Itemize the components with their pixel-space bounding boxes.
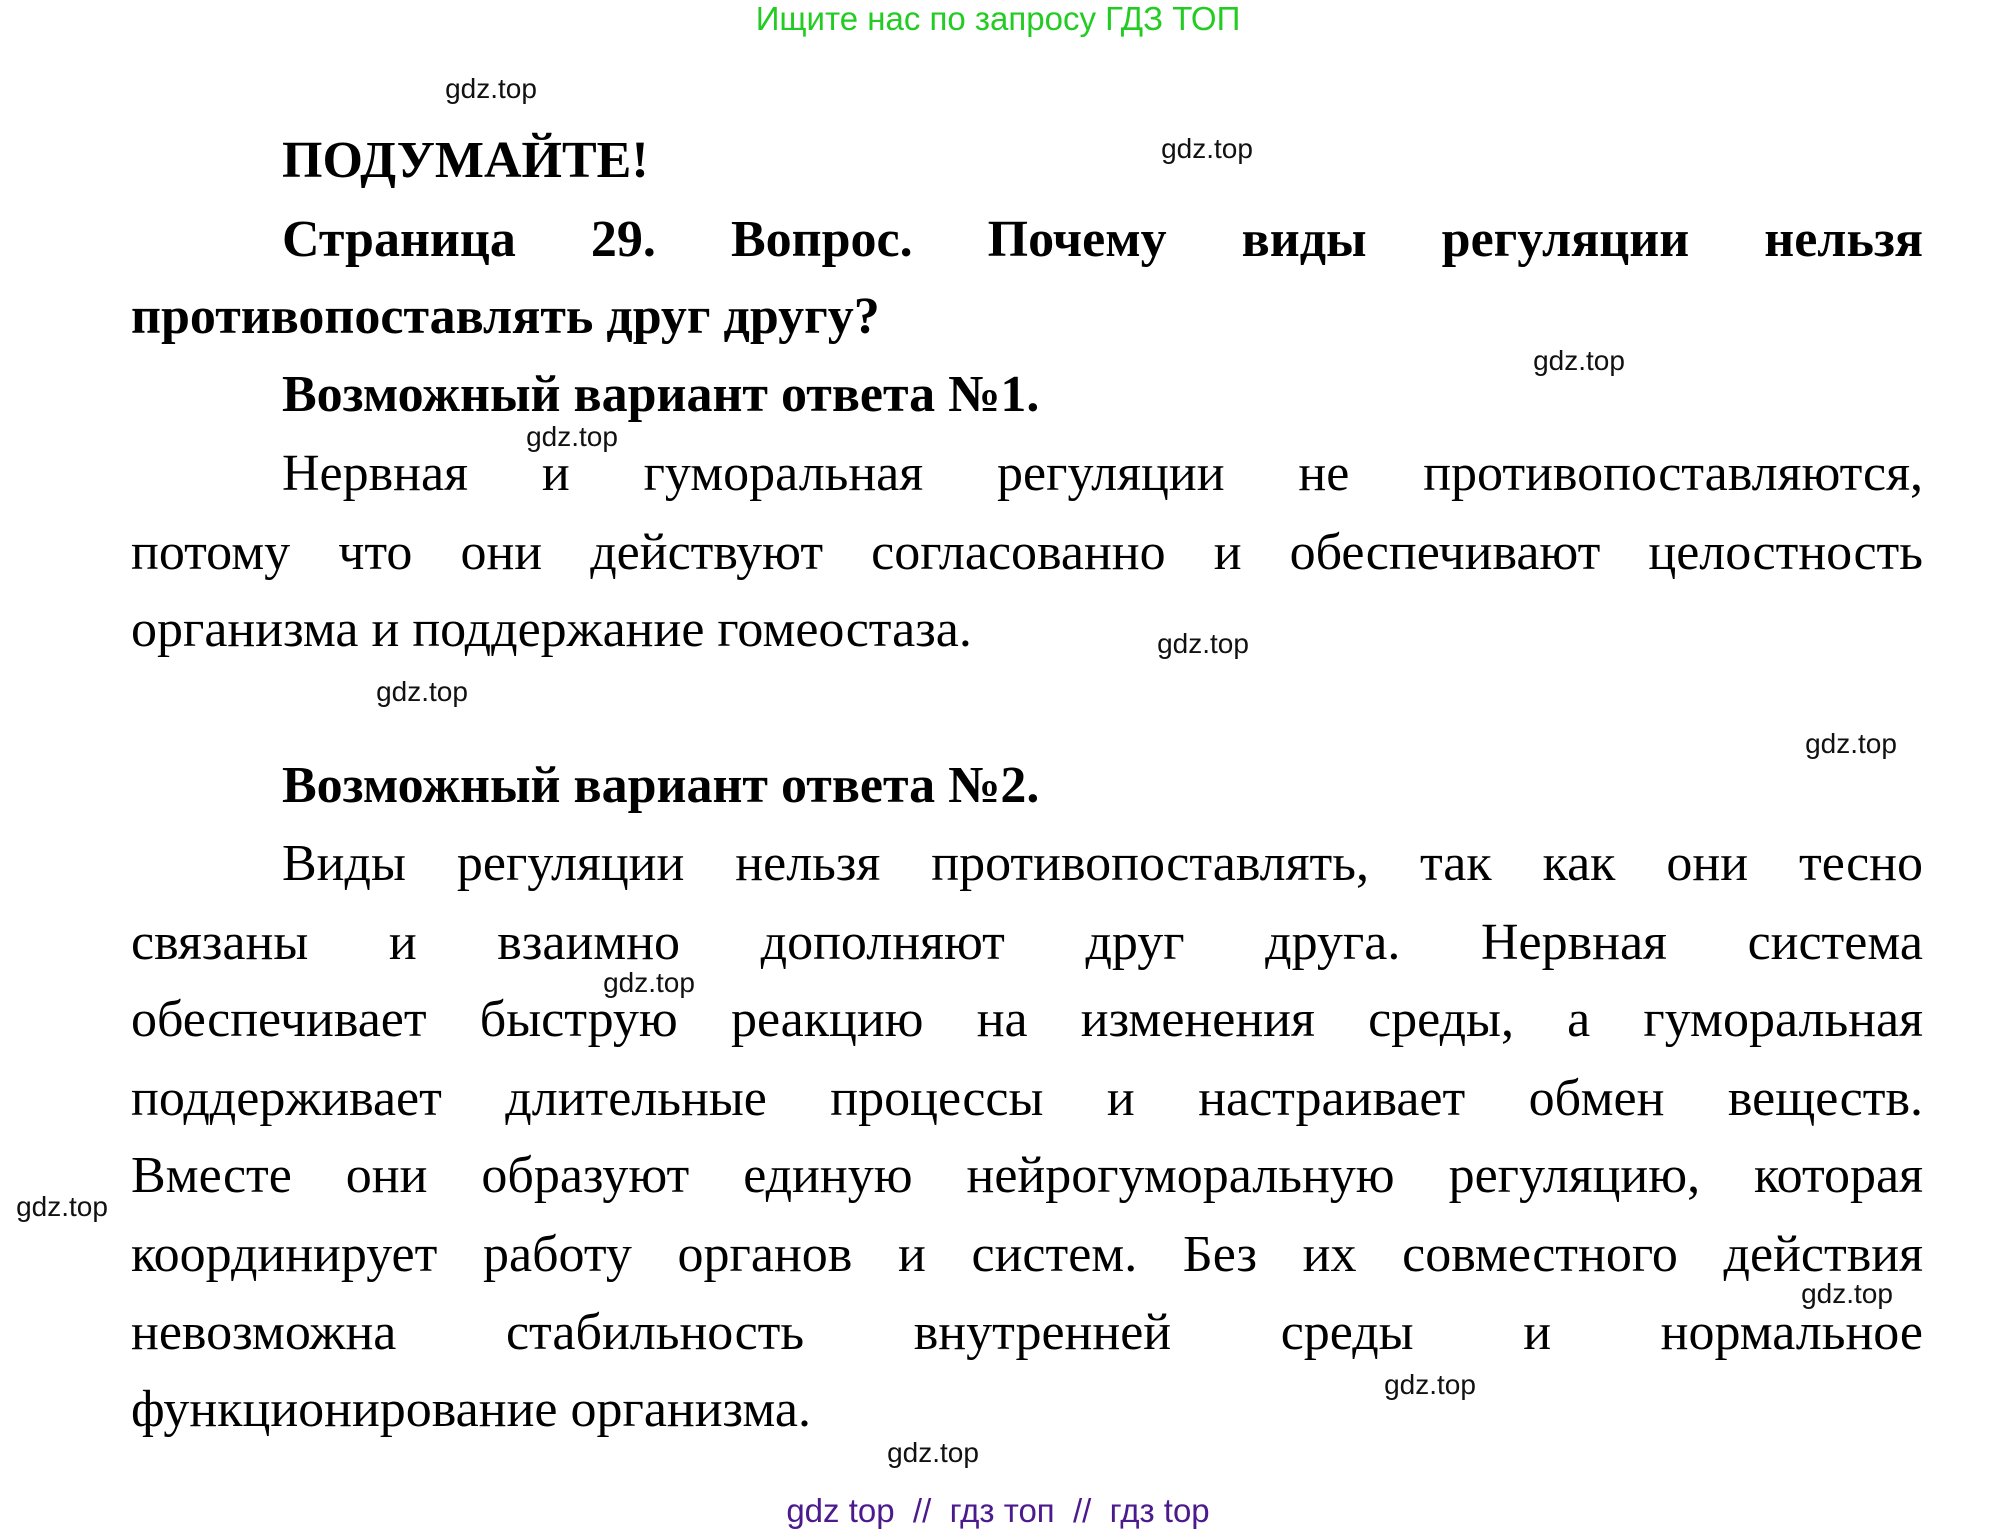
watermark: gdz.top bbox=[526, 421, 618, 452]
watermark: gdz.top bbox=[376, 676, 468, 707]
watermark: gdz.top bbox=[1384, 1369, 1476, 1400]
question-line-2: противопоставлять друг другу? bbox=[131, 288, 880, 345]
answer2-line: координирует работу органов и систем. Без их совместного действия bbox=[131, 1226, 1923, 1283]
watermark: gdz.top bbox=[1805, 728, 1897, 759]
answer1-line: Нервная и гуморальная регуляции не противопоставляются, bbox=[282, 445, 1923, 502]
answer2-line: Виды регуляции нельзя противопоставлять, так как они тесно bbox=[282, 835, 1923, 892]
answer1-line: организма и поддержание гомеостаза. bbox=[131, 601, 972, 658]
watermark: gdz.top bbox=[887, 1437, 979, 1468]
answer2-line: связаны и взаимно дополняют друг друга. Нервная система bbox=[131, 914, 1923, 971]
watermark: gdz.top bbox=[1157, 628, 1249, 659]
watermark: gdz.top bbox=[603, 967, 695, 998]
answer2-line: невозможна стабильность внутренней среды и нормальное bbox=[131, 1304, 1923, 1361]
search-banner: Ищите нас по запросу ГДЗ ТОП bbox=[755, 0, 1241, 37]
watermark: gdz.top bbox=[1533, 345, 1625, 376]
answer2-line: Вместе они образуют единую нейрогуморальную регуляцию, которая bbox=[131, 1147, 1923, 1204]
watermark: gdz.top bbox=[16, 1191, 108, 1222]
heading: ПОДУМАЙТЕ! bbox=[282, 132, 649, 189]
answer2-line: обеспечивает быструю реакцию на изменения среды, а гуморальная bbox=[131, 991, 1923, 1048]
watermark: gdz.top bbox=[1161, 133, 1253, 164]
answer1-title: Возможный вариант ответа №1. bbox=[282, 366, 1040, 423]
footer-banner: gdz top // гдз топ // гдз top bbox=[786, 1492, 1210, 1529]
watermark: gdz.top bbox=[1801, 1278, 1893, 1309]
answer2-line: функционирование организма. bbox=[131, 1381, 811, 1438]
question-line-1: Страница 29. Вопрос. Почему виды регуляции нельзя bbox=[282, 211, 1923, 268]
answer2-title: Возможный вариант ответа №2. bbox=[282, 757, 1040, 814]
answer2-line: поддерживает длительные процессы и настраивает обмен веществ. bbox=[131, 1070, 1923, 1127]
watermark: gdz.top bbox=[445, 73, 537, 104]
answer1-line: потому что они действуют согласованно и обеспечивают целостность bbox=[131, 524, 1923, 581]
